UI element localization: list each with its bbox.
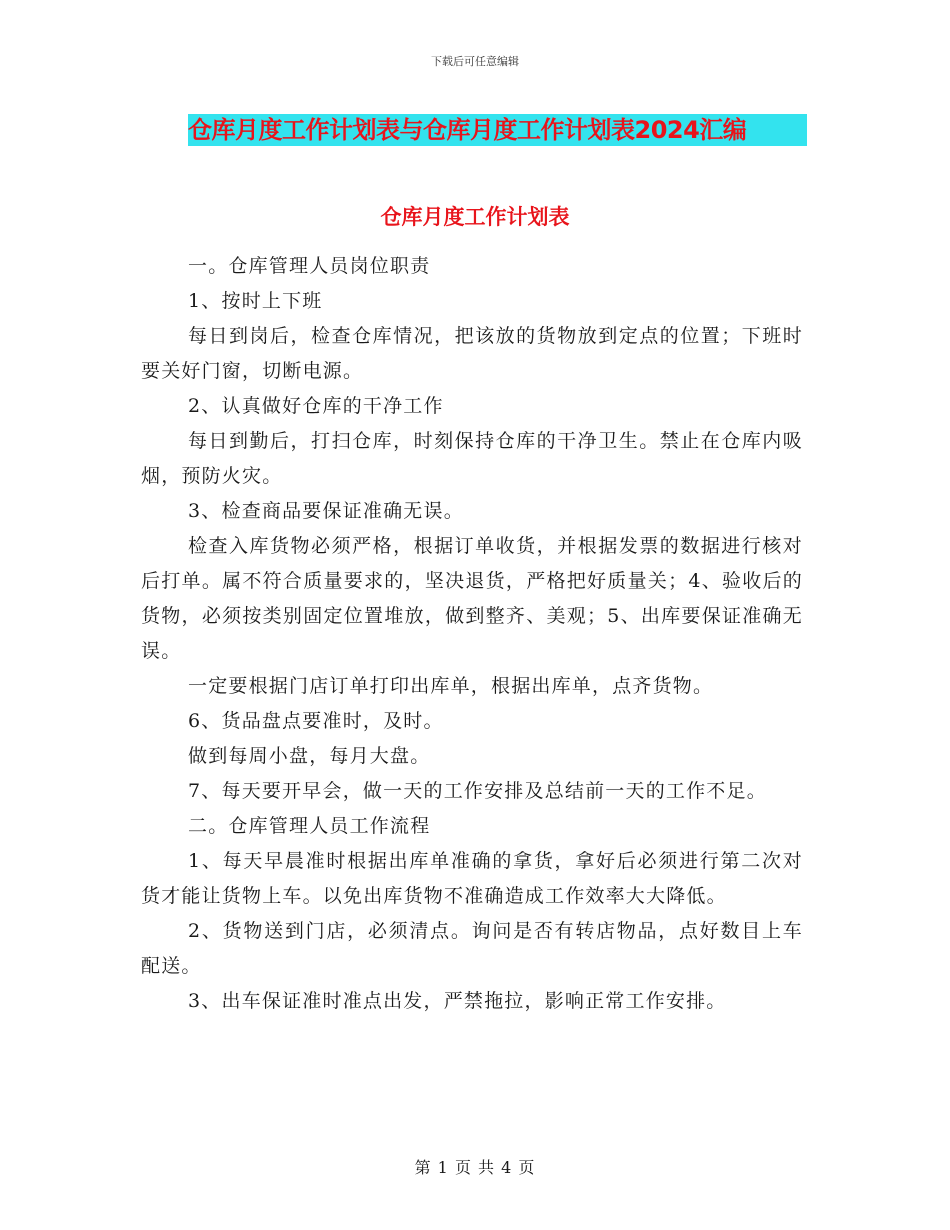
paragraph-text: 检查入库货物必须严格，根据订单收货，并根据发票的数据进行核对后打单。属不符合质量要求的，坚决退货，严格把好质量关；4、验收后的货物，必须按类别固定位置堆放，做到整齐、美观；5、出库要保证准确无误。 — [141, 535, 803, 662]
paragraph-text: 每日到岗后，检查仓库情况，把该放的货物放到定点的位置；下班时要关好门窗，切断电源。 — [141, 325, 803, 382]
paragraph-text: 1、每天早晨准时根据出库单准确的拿货，拿好后必须进行第二次对货才能让货物上车。以免出库货物不准确造成工作效率大大降低。 — [141, 850, 803, 907]
paragraph-text: 2、货物送到门店，必须清点。询问是否有转店物品，点好数目上车配送。 — [141, 920, 803, 977]
paragraph-text: 做到每周小盘，每月大盘。 — [188, 745, 431, 767]
document-body — [141, 249, 803, 1019]
paragraph-item-2: 2、认真做好仓库的干净工作 — [188, 395, 444, 417]
paragraph-text: 一定要根据门店订单打印出库单，根据出库单，点齐货物。 — [188, 675, 714, 697]
header-note: 下载后可任意编辑 — [431, 55, 519, 68]
paragraph-item-6: 6、货品盘点要准时，及时。 — [188, 710, 444, 732]
paragraph-item-1: 1、按时上下班 — [188, 290, 323, 312]
paragraph-text: 3、出车保证准时准点出发，严禁拖拉，影响正常工作安排。 — [188, 990, 727, 1012]
section-title: 仓库月度工作计划表 — [380, 205, 570, 229]
document-main-title: 仓库月度工作计划表与仓库月度工作计划表2024汇编 — [188, 114, 807, 146]
page-number-footer: 第 1 页 共 4 页 — [414, 1158, 536, 1177]
paragraph-heading-2: 二。仓库管理人员工作流程 — [188, 815, 431, 837]
paragraph-text: 每日到勤后，打扫仓库，时刻保持仓库的干净卫生。禁止在仓库内吸烟，预防火灾。 — [141, 430, 803, 487]
paragraph-item-3: 3、检查商品要保证准确无误。 — [188, 500, 464, 522]
paragraph-item-7: 7、每天要开早会，做一天的工作安排及总结前一天的工作不足。 — [188, 780, 767, 802]
paragraph-heading-1: 一。仓库管理人员岗位职责 — [188, 255, 431, 277]
